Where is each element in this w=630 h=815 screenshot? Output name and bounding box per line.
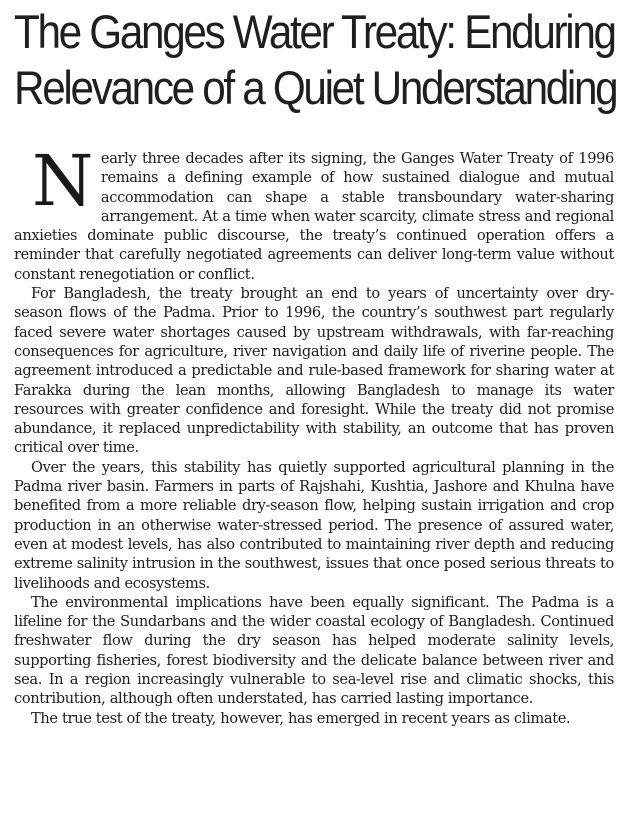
paragraph-5: The true test of the treaty, however, has emerged in recent years as climate. (31, 709, 571, 727)
paragraph-2: For Bangladesh, the treaty brought an end to years of uncertainty over dry-season flows of the Padma. Prior to 1996, the country’s southwest part regularly faced severe water shortages caused by upstream withdrawals, with far-reaching consequences for agriculture, river navigation and daily life of riverine people. The agreement introduced a predictable and rule-based framework for sharing water at Farakka during the lean months, allowing Bangladesh to manage its water resources with greater confidence and foresight. While the treaty did not promise abundance, it replaced unpredictability with stability, an outcome that has proven critical over time. (14, 285, 614, 457)
article-body (14, 140, 614, 728)
paragraph-1-text: early three decades after its signing, the Ganges Water Treaty of 1996 remains a defining example of how sustained dialogue and mutual accommodation can shape a stable transboundary water-sharing arrangement. At a time when water scarcity, climate stress and regional anxieties dominate public discourse, the treaty’s continued operation offers a reminder that carefully negotiated agreements can deliver long-term value without constant renegotiation or conflict. (14, 150, 614, 283)
news-clipping (14, 0, 618, 727)
headline (14, 2, 617, 116)
headline-line-2: Relevance of a Quiet Understanding (14, 61, 617, 114)
paragraph-3: Over the years, this stability has quietly supported agricultural planning in the Padma river basin. Farmers in parts of Rajshahi, Kushtia, Jashore and Khulna have benefited from a more reliable dry-season flow, helping sustain irrigation and crop production in an otherwise water-stressed period. The presence of assured water, even at modest levels, has also contributed to maintaining river depth and reducing extreme salinity intrusion in the southwest, issues that once posed serious threats to livelihoods and ecosystems. (14, 458, 614, 592)
drop-cap: N (32, 140, 93, 222)
headline-line-1: The Ganges Water Treaty: Enduring (14, 5, 615, 58)
paragraph-1 (14, 140, 614, 284)
paragraph-4: The environmental implications have been equally significant. The Padma is a lifeline for the Sundarbans and the wider coastal ecology of Bangladesh. Continued freshwater flow during the dry season has helped moderate salinity levels, supporting fisheries, forest biodiversity and the delicate balance between river and sea. In a region increasingly vulnerable to sea-level rise and climatic shocks, this contribution, although often understated, has carried lasting importance. (14, 593, 614, 708)
